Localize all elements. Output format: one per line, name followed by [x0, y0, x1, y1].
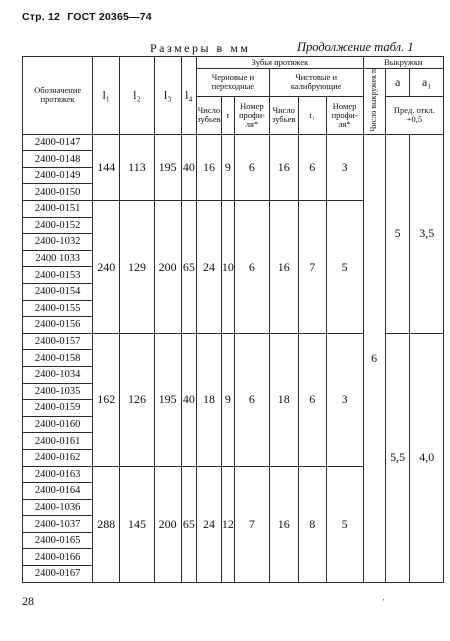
table-continued-caption: Продолжение табл. 1: [297, 40, 414, 54]
finish-t1-value: 7: [298, 201, 326, 334]
l3-value: 195: [154, 333, 181, 466]
designation-cell: 2400-0150: [23, 184, 93, 201]
designation-cell: 2400-0159: [23, 400, 93, 417]
rough-teeth-value: 16: [197, 134, 222, 200]
designation-cell: 2400-1036: [23, 499, 93, 516]
finish-t1-value: 6: [298, 333, 326, 466]
rough-profile-value: 6: [235, 201, 270, 334]
header-a1: a₁: [410, 69, 444, 97]
designation-cell: 2400-0156: [23, 317, 93, 334]
recess-count-value: 6: [363, 134, 385, 582]
rough-teeth-value: 18: [197, 333, 222, 466]
header-rough-t: t: [221, 96, 234, 134]
header-designation: Обозначение протяжек: [23, 57, 93, 135]
designation-cell: 2400-0163: [23, 466, 93, 483]
designation-cell: 2400-0167: [23, 566, 93, 583]
l1-value: 288: [93, 466, 120, 582]
units-caption: Размеры в мм: [150, 41, 251, 55]
l1-value: 144: [93, 134, 120, 200]
finish-t1-value: 8: [298, 466, 326, 582]
designation-cell: 2400 1033: [23, 250, 93, 267]
rough-t-value: 10: [221, 201, 234, 334]
recess-a-upper: 5: [385, 134, 410, 333]
rough-profile-value: 7: [235, 466, 270, 582]
finish-profile-value: 3: [326, 134, 363, 200]
l3-value: 200: [154, 201, 181, 334]
l4-value: 40: [181, 333, 197, 466]
l2-value: 126: [120, 333, 155, 466]
designation-cell: 2400-0147: [23, 134, 93, 151]
header-recess-count: [363, 69, 385, 135]
header-teeth-group: Зубья протяжек: [197, 57, 363, 69]
designation-cell: 2400-0166: [23, 549, 93, 566]
header-finish-teeth: Число зубьев: [269, 96, 298, 134]
rough-teeth-value: 24: [197, 466, 222, 582]
recess-count-label: Число выкружек n: [368, 69, 378, 132]
recess-a-lower: 5,5: [385, 333, 410, 582]
header-finish: Чистовые и калибрующие: [269, 69, 363, 97]
standard-number: ГОСТ 20365—74: [67, 11, 152, 23]
l4-value: 65: [181, 466, 197, 582]
header-l4: l₄: [181, 57, 197, 135]
designation-cell: 2400-0165: [23, 532, 93, 549]
finish-teeth-value: 16: [269, 466, 298, 582]
l3-value: 200: [154, 466, 181, 582]
l4-value: 65: [181, 201, 197, 334]
designation-cell: 2400-0164: [23, 483, 93, 500]
designation-cell: 2400-0151: [23, 201, 93, 218]
margin-mark: ': [383, 598, 385, 606]
header-l2: l₂: [120, 57, 155, 135]
rough-t-value: 9: [221, 333, 234, 466]
header-rough-profile: Номер профи-ля*: [235, 96, 270, 134]
finish-teeth-value: 18: [269, 333, 298, 466]
l2-value: 145: [120, 466, 155, 582]
finish-teeth-value: 16: [269, 134, 298, 200]
header-l3: l₃: [154, 57, 181, 135]
designation-cell: 2400-1035: [23, 383, 93, 400]
finish-profile-value: 5: [326, 201, 363, 334]
finish-teeth-value: 16: [269, 201, 298, 334]
designation-cell: 2400-0162: [23, 449, 93, 466]
designation-cell: 2400-0152: [23, 217, 93, 234]
header-tolerance: Пред. откл. +0,5: [385, 96, 443, 134]
l3-value: 195: [154, 134, 181, 200]
finish-profile-value: 5: [326, 466, 363, 582]
designation-cell: 2400-0157: [23, 333, 93, 350]
page-label: Стр. 12: [22, 11, 61, 23]
l2-value: 113: [120, 134, 155, 200]
header-rough-teeth: Число зубьев: [197, 96, 222, 134]
recess-a1-lower: 4,0: [410, 333, 444, 582]
l1-value: 162: [93, 333, 120, 466]
rough-profile-value: 6: [235, 134, 270, 200]
recess-a1-upper: 3,5: [410, 134, 444, 333]
l2-value: 129: [120, 201, 155, 334]
l4-value: 40: [181, 134, 197, 200]
designation-cell: 2400-0160: [23, 416, 93, 433]
designation-cell: 2400-0148: [23, 151, 93, 168]
rough-t-value: 9: [221, 134, 234, 200]
designation-cell: 2400-0161: [23, 433, 93, 450]
designation-cell: 2400-1037: [23, 516, 93, 533]
rough-teeth-value: 24: [197, 201, 222, 334]
broach-dimensions-table: [22, 56, 444, 583]
table-row: [23, 134, 444, 151]
header-recess-group: Выкружки: [363, 57, 443, 69]
finish-profile-value: 3: [326, 333, 363, 466]
designation-cell: 2400-0153: [23, 267, 93, 284]
finish-t1-value: 6: [298, 134, 326, 200]
page-header: [22, 11, 156, 23]
designation-cell: 2400-0149: [23, 167, 93, 184]
designation-cell: 2400-0158: [23, 350, 93, 367]
header-rough: Черновые и переходные: [197, 69, 270, 97]
designation-cell: 2400-1032: [23, 234, 93, 251]
header-l1: l₁: [93, 57, 120, 135]
rough-t-value: 12: [221, 466, 234, 582]
header-a: a: [385, 69, 410, 97]
header-finish-profile: Номер профи-ля*: [326, 96, 363, 134]
designation-cell: 2400-0155: [23, 300, 93, 317]
rough-profile-value: 6: [235, 333, 270, 466]
l1-value: 240: [93, 201, 120, 334]
page-number: 28: [22, 594, 34, 608]
header-finish-t1: t₁: [298, 96, 326, 134]
designation-cell: 2400-1034: [23, 366, 93, 383]
designation-cell: 2400-0154: [23, 283, 93, 300]
